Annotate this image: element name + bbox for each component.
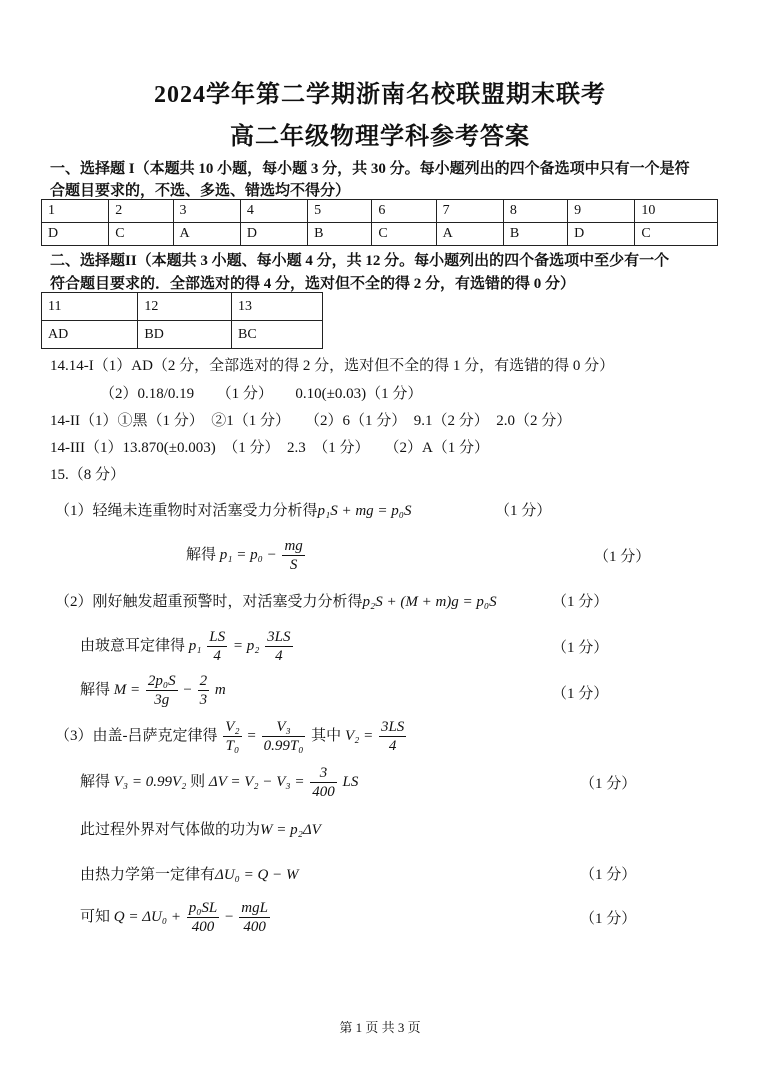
denominator: S xyxy=(289,557,298,573)
table-cell: D xyxy=(568,223,635,246)
numerator: 2 xyxy=(199,673,208,689)
fraction xyxy=(282,537,304,574)
equation: V₃ = 0.99V₂ xyxy=(113,773,187,790)
denominator: 4 xyxy=(275,648,283,664)
table-cell: B xyxy=(308,223,372,246)
section2-answer-table xyxy=(41,292,323,349)
table-cell: D xyxy=(240,223,307,246)
table-cell: 11 xyxy=(42,293,138,321)
step-text: 由玻意耳定律得 xyxy=(80,637,186,654)
section1-number-row xyxy=(42,200,718,223)
equation: = p₂ xyxy=(232,637,260,654)
step-text: （1）轻绳未连重物时对活塞受力分析得 xyxy=(55,503,318,519)
equation: p₂S + (M + m)g = p₀S xyxy=(362,594,497,610)
equation: ΔV = V₂ − V₃ = xyxy=(208,773,305,790)
section2-answer-row xyxy=(42,321,323,349)
q15-step3-work xyxy=(80,818,321,839)
fraction xyxy=(198,672,210,709)
step-text: 则 xyxy=(190,773,206,790)
section2-heading-line2: 符合题目要求的．全部选对的得 4 分，选对但不全的得 2 分，有选错的得 0 分） xyxy=(50,276,576,292)
step-text: 解得 xyxy=(80,681,111,698)
numerator: 3LS xyxy=(267,629,291,645)
exam-title: 2024学年第二学期浙南名校联盟期末联考 xyxy=(154,82,606,108)
equation: p₁S + mg = p₀S xyxy=(317,503,412,519)
section1-heading-line1: 一、选择题 I（本题共 10 小题，每小题 3 分，共 30 分。每小题列出的四个备选项中只有一个是符 xyxy=(50,161,690,177)
step-text: 可知 xyxy=(80,908,111,925)
score-label: （1 分） xyxy=(495,503,552,519)
fraction xyxy=(379,718,406,755)
equation: Q = ΔU₀ + xyxy=(113,908,181,925)
denominator: 400 xyxy=(312,784,335,800)
table-cell: B xyxy=(503,223,567,246)
table-cell: 8 xyxy=(503,200,567,223)
q14-part1-line1: 14.14-I（1）AD（2 分，全部选对的得 2 分，选对但不全的得 1 分，有选错的得 0 分） xyxy=(50,358,615,374)
step-text: 其中 xyxy=(311,727,342,744)
table-cell: AD xyxy=(42,321,138,349)
table-cell: 1 xyxy=(42,200,109,223)
section2-number-row xyxy=(42,293,323,321)
step-text: （2）刚好触发超重预警时，对活塞受力分析得 xyxy=(55,594,363,610)
fraction xyxy=(265,628,292,665)
table-cell: A xyxy=(173,223,240,246)
equation: p₁ = p₀ − xyxy=(219,546,277,563)
q14-part2-line: 14-II（1）①黑（1 分） ②1（1 分） （2）6（1 分） 9.1（2 分） 2.0（2 分） xyxy=(50,413,572,429)
table-cell: 3 xyxy=(173,200,240,223)
table-cell: A xyxy=(436,223,503,246)
fraction xyxy=(310,764,337,801)
q15-step2-boyle xyxy=(80,628,295,665)
denominator: T₀ xyxy=(225,738,240,754)
table-cell: 2 xyxy=(109,200,173,223)
minus-sign: − xyxy=(183,681,192,698)
q15-step2 xyxy=(55,590,497,611)
table-cell: 9 xyxy=(568,200,635,223)
fraction xyxy=(187,899,220,936)
denominator: 0.99T₀ xyxy=(263,738,304,754)
q14-part1-line2: （2）0.18/0.19 （1 分） 0.10(±0.03)（1 分） xyxy=(100,386,423,402)
denominator: 4 xyxy=(213,648,221,664)
table-cell: 7 xyxy=(436,200,503,223)
fraction xyxy=(239,899,270,936)
table-cell: C xyxy=(372,223,436,246)
score-label: （1 分） xyxy=(552,640,609,656)
numerator: p₀SL xyxy=(188,900,218,916)
step-text: 由热力学第一定律有 xyxy=(80,867,216,883)
table-cell: 12 xyxy=(138,293,232,321)
numerator: V₃ xyxy=(262,718,306,737)
fraction xyxy=(262,718,306,755)
table-cell: 4 xyxy=(240,200,307,223)
denominator: 3g xyxy=(154,692,170,708)
table-cell: 5 xyxy=(308,200,372,223)
q15-heading: 15.（8 分） xyxy=(50,467,126,483)
table-cell: 13 xyxy=(232,293,323,321)
denominator: 400 xyxy=(243,919,266,935)
equation: LS xyxy=(342,773,359,790)
fraction xyxy=(207,628,227,665)
q15-step3-first-law xyxy=(80,863,298,884)
table-cell: D xyxy=(42,223,109,246)
q15-step1 xyxy=(55,499,412,520)
q15-step2-result xyxy=(80,672,226,709)
minus-sign: − xyxy=(225,908,234,925)
fraction xyxy=(223,718,241,755)
section1-heading-line2: 合题目要求的，不选、多选、错选均不得分） xyxy=(50,183,351,199)
section1-answer-row xyxy=(42,223,718,246)
table-cell: C xyxy=(635,223,718,246)
equation: m xyxy=(214,681,226,698)
q15-step3-result xyxy=(80,899,272,936)
q15-step1-result xyxy=(186,537,307,574)
numerator: 3 xyxy=(310,764,337,783)
q14-part3-line: 14-III（1）13.870(±0.003) （1 分） 2.3 （1 分） （2）A（1 分） xyxy=(50,440,490,456)
score-label: （1 分） xyxy=(580,867,637,883)
section2-heading-line1: 二、选择题II（本题共 3 小题、每小题 4 分，共 12 分。每小题列出的四个备选项中至少有一个 xyxy=(50,253,670,269)
denominator: 400 xyxy=(191,919,215,935)
table-cell: C xyxy=(109,223,173,246)
score-label: （1 分） xyxy=(580,911,637,927)
page-number: 第 1 页 共 3 页 xyxy=(339,1020,421,1035)
equation: p₁ xyxy=(188,637,202,654)
equals-sign: = xyxy=(247,727,256,744)
score-label: （1 分） xyxy=(594,549,651,565)
denominator: 4 xyxy=(388,738,397,754)
fraction xyxy=(146,672,178,709)
answer-key-subtitle: 高二年级物理学科参考答案 xyxy=(230,124,530,150)
table-cell: BD xyxy=(138,321,232,349)
numerator: V₂ xyxy=(225,719,240,735)
q15-step3 xyxy=(55,718,408,755)
score-label: （1 分） xyxy=(580,776,637,792)
step-text: 解得 xyxy=(186,546,217,563)
numerator: mg xyxy=(284,538,303,554)
equation: ΔU₀ = Q − W xyxy=(215,867,299,883)
step-text: 此过程外界对气体做的功为 xyxy=(80,822,261,838)
numerator: LS xyxy=(209,629,226,645)
step-text: （3）由盖-吕萨克定律得 xyxy=(55,727,218,744)
table-cell: 10 xyxy=(635,200,718,223)
numerator: 3LS xyxy=(380,719,405,735)
equation: V₂ = xyxy=(344,727,374,744)
equation: W = p₂ΔV xyxy=(260,822,321,838)
equation: M = xyxy=(113,681,141,698)
numerator: mgL xyxy=(241,900,268,916)
numerator: 2p₀S xyxy=(147,673,176,689)
denominator: 3 xyxy=(199,692,208,708)
table-cell: BC xyxy=(232,321,323,349)
step-text: 解得 xyxy=(80,773,111,790)
table-cell: 6 xyxy=(372,200,436,223)
section1-answer-table xyxy=(41,199,718,246)
score-label: （1 分） xyxy=(552,594,609,610)
score-label: （1 分） xyxy=(552,686,609,702)
q15-step3-volume xyxy=(80,764,358,801)
